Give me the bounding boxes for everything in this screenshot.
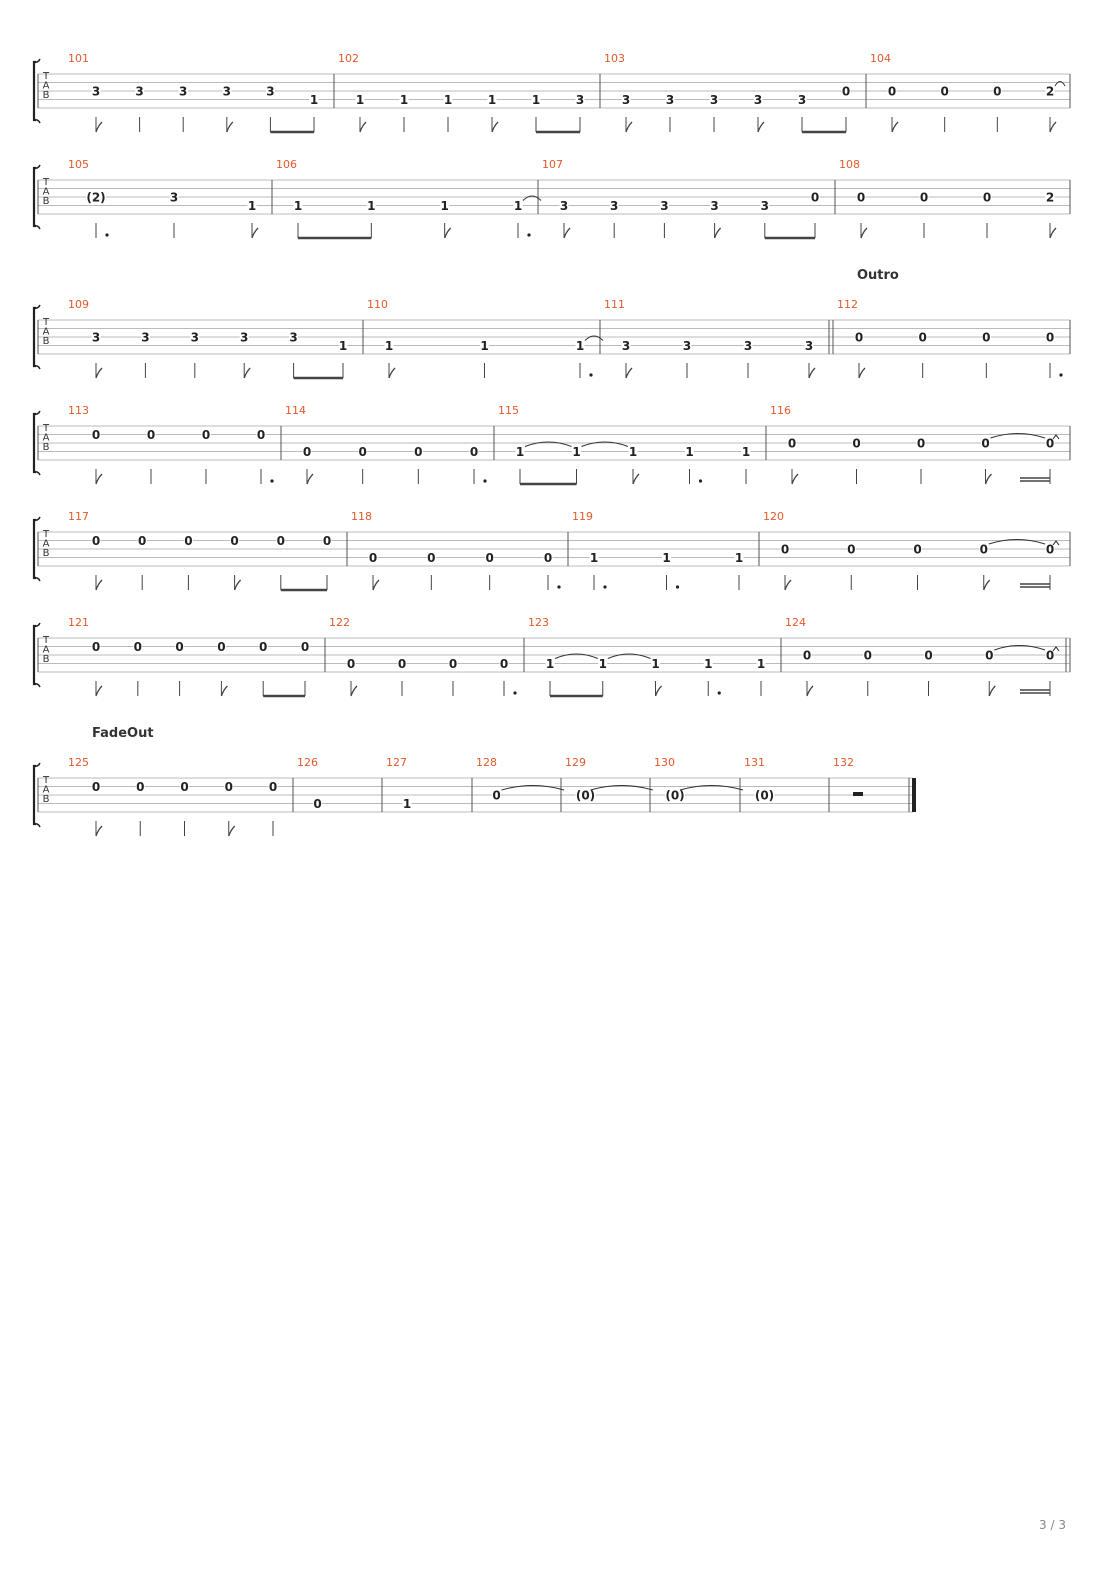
fret-number: 0 [469,445,479,459]
bar-number: 125 [68,756,89,769]
dot [557,585,560,588]
fret-number: 0 [358,445,367,459]
fret-number: 0 [916,436,926,451]
bar-number: 123 [528,616,549,629]
fret-number: 1 [572,445,581,459]
bar-number: 112 [837,298,858,311]
bracket-hook-top [34,59,40,62]
bar-number: 113 [68,404,89,417]
section-label: FadeOut [92,726,154,741]
bar-number: 111 [604,298,625,311]
note-flag [96,826,102,836]
fret-number: (0) [754,788,775,803]
fret-number: 3 [660,199,669,213]
bar-number: 120 [763,510,784,523]
fret-number: 1 [399,93,409,107]
bracket-hook-bottom [34,684,40,687]
tab-clef-letter: T [42,529,50,540]
fret-number: 1 [384,339,394,353]
bracket-hook-top [34,517,40,520]
fret-number: 3 [141,330,150,345]
fret-number: 0 [322,534,332,548]
fret-number: 1 [545,657,555,671]
fret-number: 0 [924,648,933,663]
dot [699,479,702,482]
tab-system [34,510,1070,590]
tab-clef-letter: T [42,775,50,786]
fret-number: 0 [146,428,156,442]
bar-number: 119 [572,510,593,523]
bar-number: 127 [386,756,407,769]
fret-number: 1 [443,93,453,107]
bar-number: 105 [68,158,89,171]
final-barline-thick [912,778,916,812]
bar-number: 116 [770,404,791,417]
bracket-hook-top [34,623,40,626]
fret-number: 0 [133,640,142,654]
note-flag [373,580,379,590]
note-flag [1050,228,1056,238]
fret-number: 3 [91,330,101,345]
bracket-hook-top [34,165,40,168]
note-flag [492,122,498,132]
fret-number: 0 [940,84,949,99]
bar-number: 122 [329,616,350,629]
note-flag [1050,122,1056,132]
bracket-hook-bottom [34,226,40,229]
note-flag [244,368,250,378]
fret-number: 3 [179,84,188,99]
fret-number: 3 [753,93,763,107]
half-rest [853,792,863,796]
fret-number: 0 [201,428,211,442]
fret-number: 1 [355,93,365,107]
fret-number: 3 [743,339,753,353]
fret-number: 1 [575,339,585,353]
fret-number: 0 [543,551,553,565]
fret-number: 1 [741,445,751,459]
tab-clef-letter: T [42,635,50,646]
fret-number: 1 [685,445,694,459]
note-flag [252,228,258,238]
fret-number: 0 [856,190,866,205]
bracket-hook-bottom [34,824,40,827]
note-flag [792,474,798,484]
tab-clef-letter: T [42,423,50,434]
note-flag [96,474,102,484]
fret-number: 0 [1045,436,1055,451]
tab-clef-letter: A [42,326,50,338]
fret-number: 0 [993,84,1002,99]
dot [105,233,108,236]
dot [676,585,679,588]
fret-number: 0 [224,780,233,794]
dot [1059,373,1062,376]
fret-number: 0 [448,657,458,671]
bar-number: 126 [297,756,318,769]
tab-clef-letter: B [42,442,50,453]
fret-number: 0 [887,84,897,99]
fret-number: 0 [276,534,285,548]
bar-number: 131 [744,756,765,769]
note-flag [564,228,570,238]
note-flag [785,580,791,590]
fret-number: 0 [427,551,436,565]
bracket-hook-bottom [34,120,40,123]
fret-number: 1 [628,445,638,459]
bar-number: 106 [276,158,297,171]
fret-number: 3 [797,93,807,107]
fret-number: 1 [589,551,599,565]
fret-number: 0 [184,534,193,548]
fret-number: 0 [852,436,861,451]
system-bracket [34,414,36,472]
fret-number: 0 [981,436,990,451]
page-number: 3 / 3 [1039,1518,1066,1532]
fret-number: 0 [1045,330,1055,345]
fret-number: 1 [651,657,660,671]
fret-number: 3 [575,93,585,107]
note-flag [96,122,102,132]
dot [483,479,486,482]
tab-clef-letter: B [42,654,50,665]
note-flag [861,228,867,238]
bracket-hook-bottom [34,578,40,581]
dot [270,479,273,482]
fret-number: 1 [756,657,766,671]
note-flag [989,686,995,696]
fret-number: 0 [91,428,101,442]
fret-number: 0 [913,542,922,557]
bar-number: 121 [68,616,89,629]
fret-number: 3 [760,199,769,213]
fret-number: (2) [86,190,106,205]
fret-number: 0 [259,640,268,654]
fret-number: 1 [440,199,449,213]
fret-number: 0 [985,648,994,663]
note-flag [235,580,241,590]
tab-clef-letter: A [42,784,50,796]
fret-number: 0 [91,780,101,794]
bracket-hook-top [34,411,40,414]
tab-system [34,158,1070,238]
fret-number: 0 [485,551,494,565]
system-bracket [34,520,36,578]
bar-number: 114 [285,404,306,417]
note-flag [656,686,662,696]
note-flag [809,368,815,378]
fret-number: 1 [338,339,348,353]
fret-number: 1 [247,199,257,213]
tab-clef-letter: A [42,432,50,444]
note-flag [859,368,865,378]
fret-number: 3 [682,339,692,353]
tab-clef-letter: A [42,644,50,656]
fret-number: 0 [1045,648,1055,663]
fret-number: 0 [841,84,851,99]
fret-number: 1 [309,93,319,107]
bar-number: 103 [604,52,625,65]
fret-number: 1 [734,551,744,565]
bracket-hook-bottom [34,472,40,475]
fret-number: 0 [300,640,310,654]
fret-number: 0 [230,534,239,548]
note-flag [892,122,898,132]
dot [718,691,721,694]
note-flag [984,580,990,590]
note-flag [229,826,235,836]
tab-clef-letter: A [42,538,50,550]
fret-number: 0 [854,330,864,345]
fret-number: 1 [293,199,303,213]
fret-number: 0 [918,330,927,345]
fret-number: 3 [240,330,249,345]
fret-number: 3 [222,84,231,99]
fret-number: 3 [710,199,719,213]
fret-number: 3 [709,93,719,107]
tab-clef-letter: A [42,186,50,198]
fret-number: 0 [982,190,992,205]
dot [527,233,530,236]
note-flag [360,122,366,132]
bar-number: 108 [839,158,860,171]
fret-number: 0 [397,657,407,671]
bracket-hook-top [34,305,40,308]
tab-system [34,404,1070,484]
system-bracket [34,626,36,684]
fret-number: 3 [169,190,179,205]
note-flag [626,368,632,378]
fret-number: 0 [313,797,322,811]
tab-clef-letter: T [42,71,50,82]
system-bracket [34,62,36,120]
note-flag [227,122,233,132]
tab-clef-letter: B [42,336,50,347]
fret-number: 0 [91,534,101,548]
fret-number: 2 [1045,84,1055,99]
tab-system [34,52,1070,132]
note-flag [307,474,313,484]
fret-number: 1 [662,551,671,565]
bracket-hook-bottom [34,366,40,369]
fret-number: 0 [979,542,988,557]
fret-number: 0 [268,780,278,794]
fret-number: 3 [621,339,631,353]
section-label: Outro [857,268,899,283]
fret-number: 3 [665,93,675,107]
bar-number: 118 [351,510,372,523]
fret-number: 1 [598,657,607,671]
tab-clef-letter: B [42,794,50,805]
fret-number: (0) [665,788,685,803]
note-flag [807,686,813,696]
fret-number: 0 [136,780,145,794]
fret-number: 3 [804,339,814,353]
fret-number: 2 [1045,190,1055,205]
fret-number: 1 [487,93,497,107]
tab-system [34,726,916,836]
fret-number: 0 [919,190,929,205]
fret-number: 0 [302,445,312,459]
bar-number: 130 [654,756,675,769]
fret-number: 0 [847,542,856,557]
fret-number: 1 [515,445,525,459]
bar-number: 124 [785,616,806,629]
fret-number: (0) [575,788,596,803]
tab-clef-letter: B [42,548,50,559]
bar-number: 102 [338,52,359,65]
fret-number: 3 [621,93,631,107]
bar-number: 128 [476,756,497,769]
fret-number: 3 [91,84,101,99]
note-flag [715,228,721,238]
system-bracket [34,168,36,226]
note-flag [351,686,357,696]
note-flag [96,368,102,378]
fret-number: 3 [610,199,619,213]
fret-number: 0 [492,788,501,803]
note-flag [626,122,632,132]
fret-number: 0 [138,534,147,548]
fret-number: 0 [982,330,991,345]
note-flag [389,368,395,378]
bar-number: 101 [68,52,89,65]
fret-number: 0 [787,436,797,451]
bracket-hook-top [34,763,40,766]
fret-number: 0 [414,445,423,459]
tab-clef-letter: B [42,90,50,101]
fret-number: 0 [499,657,509,671]
bar-number: 117 [68,510,89,523]
tab-clef-letter: B [42,196,50,207]
note-flag [96,686,102,696]
dot [513,691,516,694]
fret-number: 1 [480,339,489,353]
fret-number: 0 [91,640,101,654]
fret-number: 0 [256,428,266,442]
note-flag [445,228,451,238]
note-flag [221,686,227,696]
fret-number: 3 [135,84,144,99]
fret-number: 0 [1045,542,1055,557]
note-flag [758,122,764,132]
fret-number: 3 [266,84,275,99]
fret-number: 0 [810,190,820,205]
tab-clef-letter: A [42,80,50,92]
fret-number: 0 [180,780,189,794]
note-flag [96,580,102,590]
fret-number: 1 [531,93,541,107]
fret-number: 1 [513,199,523,213]
dot [603,585,606,588]
tab-system [34,616,1070,696]
tab-clef-letter: T [42,317,50,328]
bar-number: 110 [367,298,388,311]
fret-number: 3 [190,330,199,345]
tab-clef-letter: T [42,177,50,188]
bar-number: 129 [565,756,586,769]
fret-number: 1 [704,657,713,671]
bar-number: 132 [833,756,854,769]
fret-number: 3 [289,330,298,345]
bar-number: 109 [68,298,89,311]
fret-number: 0 [368,551,378,565]
bar-number: 104 [870,52,891,65]
fret-number: 0 [175,640,184,654]
fret-number: 3 [559,199,569,213]
fret-number: 0 [802,648,812,663]
tab-system [34,268,1070,378]
dot [589,373,592,376]
bar-number: 115 [498,404,519,417]
fret-number: 1 [402,797,412,811]
fret-number: 0 [780,542,790,557]
system-bracket [34,308,36,366]
fret-number: 1 [367,199,376,213]
fret-number: 0 [217,640,226,654]
note-flag [986,474,992,484]
note-flag [633,474,639,484]
bar-number: 107 [542,158,563,171]
system-bracket [34,766,36,824]
fret-number: 0 [346,657,356,671]
fret-number: 0 [863,648,872,663]
